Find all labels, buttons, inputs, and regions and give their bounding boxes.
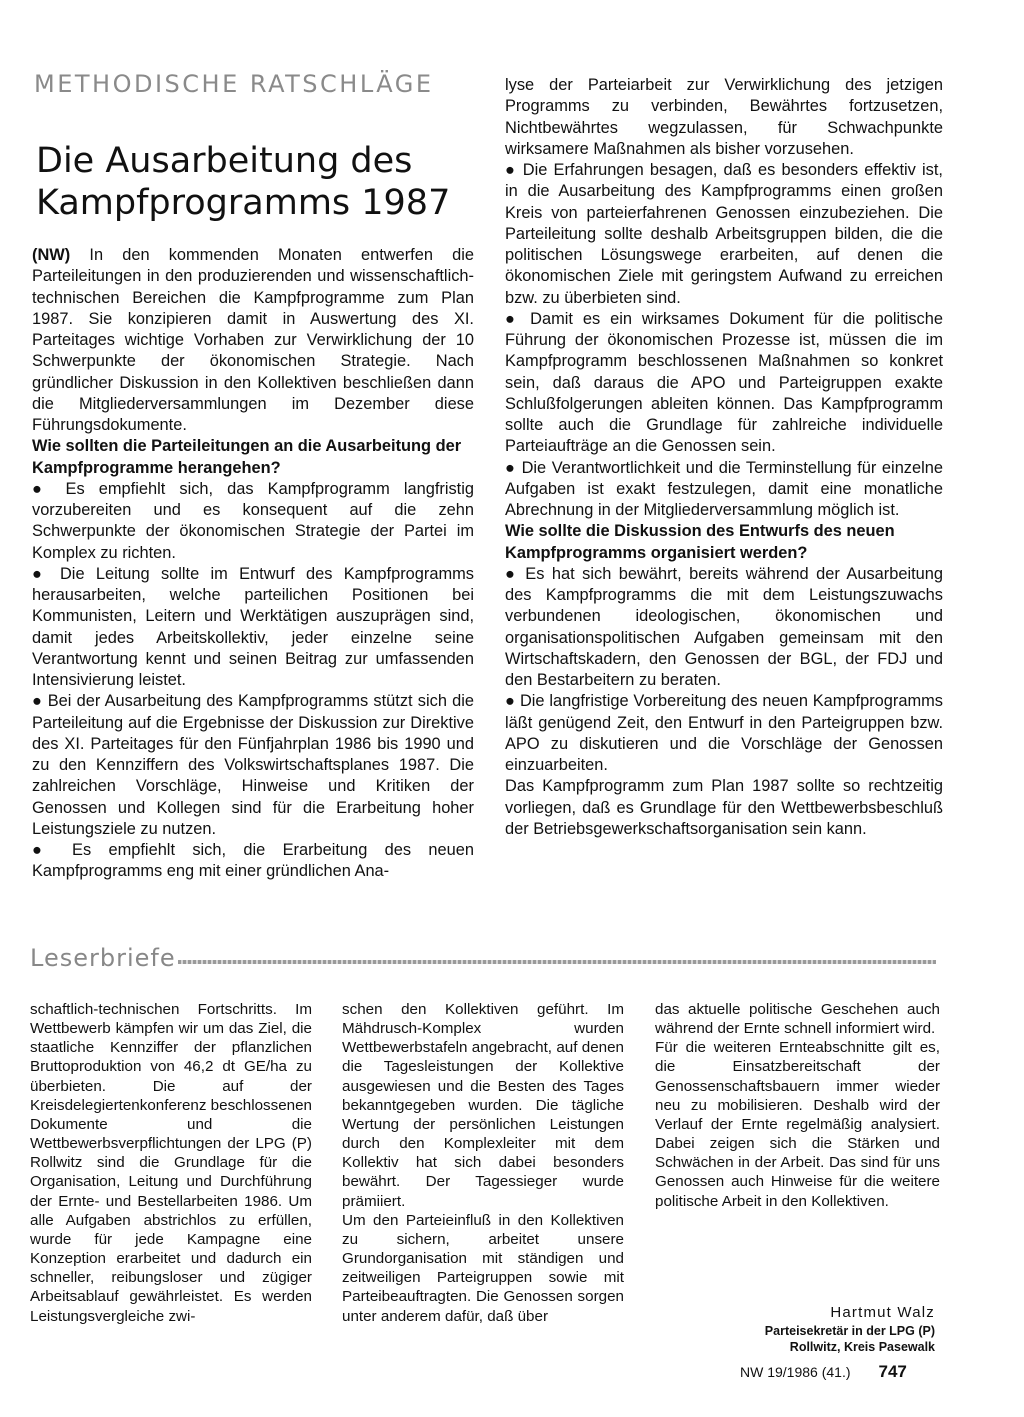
question-heading: Wie sollten die Parteileitungen an die Ausarbeitung der Kampfprogramme herangehen? bbox=[32, 437, 462, 477]
article-headline bbox=[36, 140, 496, 224]
section-divider bbox=[178, 960, 936, 964]
intro-paragraph bbox=[32, 245, 474, 436]
section-kicker: METHODISCHE RATSCHLÄGE bbox=[34, 70, 434, 98]
bullet-paragraph: ● Damit es ein wirksames Dokument für die politische Führung der ökonomischen Prozesse ist, müssen die im Kampfprogramm beschlossenen Maßnahmen so konkret sein, daß daraus die APO und Parteigruppen exakte Schlußfolgerungen ableiten können. Das Kampfprogramm sollte auch die Grundlage für zahlreiche individuelle Parteiaufträge an die Genossen sein. bbox=[505, 309, 943, 458]
letter-column-1 bbox=[30, 1000, 312, 1326]
bullet-paragraph: ● Die Verantwortlichkeit und die Terminstellung für einzelne Aufgaben ist exakt festzulegen, damit eine monatliche Abrechnung in der Mitgliederversammlung möglich ist. bbox=[505, 458, 943, 522]
page-number: 747 bbox=[878, 1362, 907, 1381]
letter-column-3 bbox=[655, 1000, 940, 1211]
headline-line-2: Kampfprogramms 1987 bbox=[36, 183, 451, 223]
author-role: Parteisekretär in der LPG (P) bbox=[764, 1324, 935, 1338]
article-left-column bbox=[32, 245, 474, 883]
letter-signature bbox=[735, 1303, 935, 1355]
continuation-paragraph: lyse der Parteiarbeit zur Verwirklichung des jetzigen Programms zu verbinden, Bewährtes fortzusetzen, Nichtbewährtes wegzulassen, für Schwachpunkte wirksamere Maßnahmen als bisher vorzusehen. bbox=[505, 76, 943, 158]
author-name: Hartmut Walz bbox=[830, 1304, 935, 1321]
bullet-paragraph: ● Die Erfahrungen besagen, daß es besonders effektiv ist, in die Ausarbeitung des Kampfprogramms einen großen Kreis von parteierfahrenen Genossen einzubeziehen. Die Parteileitung sollte deshalb Arbeitsgruppen bilden, die die politischen Lösungswege erarbeiten, auf denen die ökonomischen Ziele mit geringstem Aufwand zu erreichen bzw. zu überbieten sind. bbox=[505, 160, 943, 309]
intro-tag: (NW) bbox=[32, 246, 71, 264]
letters-section-title: Leserbriefe bbox=[30, 944, 176, 972]
bullet-paragraph: ● Die langfristige Vorbereitung des neuen Kampfprogramms läßt genügend Zeit, den Entwurf in den Parteigruppen bzw. APO zu diskutieren und die Vorschläge der Genossen einzuarbeiten. bbox=[505, 691, 943, 776]
letter-paragraph: Um den Parteieinfluß in den Kollektiven zu sichern, arbeitet unsere Grundorganisation mit ständigen und zeitweiligen Parteigruppen sowie mit Parteibeauftragten. Die Genossen sorgen unter anderem dafür, daß über bbox=[342, 1211, 624, 1325]
headline-line-1: Die Ausarbeitung des bbox=[36, 141, 413, 181]
bullet-paragraph: ● Es empfiehlt sich, das Kampfprogramm langfristig vorzubereiten und es konsequent auf die zehn Schwerpunkte der ökonomischen Strategie der Partei im Komplex zu richten. bbox=[32, 479, 474, 564]
bullet-paragraph: ● Es empfiehlt sich, die Erarbeitung des neuen Kampfprogramms eng mit einer gründlichen Ana- bbox=[32, 840, 474, 883]
bullet-paragraph: ● Es hat sich bewährt, bereits während der Ausarbeitung des Kampfprogramms die mit dem Leistungszuwachs verbundenen ideologischen, ökonomischen und organisationspolitischen Aufgaben gemeinsam mit den Wirtschaftskadern, den Genossen der BGL, der FDJ und den Bestarbeitern zu beraten. bbox=[505, 564, 943, 692]
letter-paragraph: schen den Kollektiven geführt. Im Mähdrusch-Komplex wurden Wettbewerbstafeln angebracht, auf denen die Tagesleistungen der Kollektive ausgewiesen und die Besten des Tages bekanntgegeben wurden. Die tägliche Wertung der persönlichen Leistungen durch den Komplexleiter mit dem Kollektiv hat sich dabei besonders bewährt. Der Tagessieger wurde prämiiert. bbox=[342, 1001, 624, 1210]
page-footer bbox=[740, 1362, 940, 1382]
letter-paragraph: schaftlich-technischen Fortschritts. Im Wettbewerb kämpfen wir um das Ziel, die staatliche Kennziffer der pflanzlichen Bruttoproduktion von 46,2 dt GE/ha zu überbieten. Die auf der Kreisdelegiertenkonferenz beschlossenen Dokumente und die Wettbewerbsverpflichtungen der LPG (P) Rollwitz sind die Grundlage für die Organisation, Leitung und Durchführung der Ernte- und Bestellarbeiten 1986. Um alle Aufgaben abstrichlos zu erfüllen, wurde für jede Kampagne eine Konzeption erarbeitet und dadurch ein schneller, reibungsloser und zügiger Arbeitsablauf gewährleistet. Es werden Leistungsvergleiche zwi- bbox=[30, 1001, 312, 1325]
issue-reference: NW 19/1986 (41.) bbox=[740, 1364, 851, 1380]
letter-paragraph: Für die weiteren Ernteabschnitte gilt es, die Einsatzbereitschaft der Genossenschaftsbauern immer wieder neu zu mobilisieren. Deshalb wird der Verlauf der Ernte regelmäßig analysiert. Dabei zeigen sich die Stärken und Schwächen in der Arbeit. Das sind für uns Genossen auch Hinweise für die weitere politische Arbeit in den Kollektiven. bbox=[655, 1039, 940, 1210]
closing-paragraph: Das Kampfprogramm zum Plan 1987 sollte so rechtzeitig vorliegen, daß es Grundlage für den Wettbewerbsbeschluß der Betriebsgewerkschaftsorganisation sein kann. bbox=[505, 777, 943, 838]
intro-text: In den kommenden Monaten entwerfen die Parteileitungen in den produzierenden und wissenschaftlich-technischen Bereichen die Kampfprogramme zum Plan 1987. Sie konzipieren damit in Auswertung des XI. Parteitages wichtige Vorhaben zur Verwirklichung der 10 Schwerpunkte der ökonomischen Strategie. Nach gründlicher Diskussion in den Kollektiven beschließen dann die Mitgliederversammlungen im Dezember diese Führungsdokumente. bbox=[32, 246, 474, 434]
bullet-paragraph: ● Bei der Ausarbeitung des Kampfprogramms stützt sich die Parteileitung auf die Ergebnisse der Diskussion zur Direktive des XI. Parteitages für den Fünfjahrplan 1986 bis 1990 und zu den Kennziffern des Volkswirtschaftsplanes 1987. Die zahlreichen Vorschläge, Hinweise und Kritiken der Genossen und Kollegen sind für die Erarbeitung hoher Leistungsziele zu nutzen. bbox=[32, 691, 474, 840]
question-heading: Wie sollte die Diskussion des Entwurfs des neuen Kampfprogramms organisiert werden? bbox=[505, 522, 895, 562]
letter-paragraph: das aktuelle politische Geschehen auch während der Ernte schnell informiert wird. bbox=[655, 1001, 940, 1038]
letter-column-2 bbox=[342, 1000, 624, 1326]
article-right-column bbox=[505, 75, 943, 840]
bullet-paragraph: ● Die Leitung sollte im Entwurf des Kampfprogramms herausarbeiten, welche parteilichen Positionen bei Kommunisten, Leitern und Werktätigen auszuprägen sind, damit jedes Arbeitskollektiv, jeder einzelne seine Verantwortung kennt und seinen Beitrag zur umfassenden Intensivierung leistet. bbox=[32, 564, 474, 692]
author-location: Rollwitz, Kreis Pasewalk bbox=[789, 1340, 935, 1354]
